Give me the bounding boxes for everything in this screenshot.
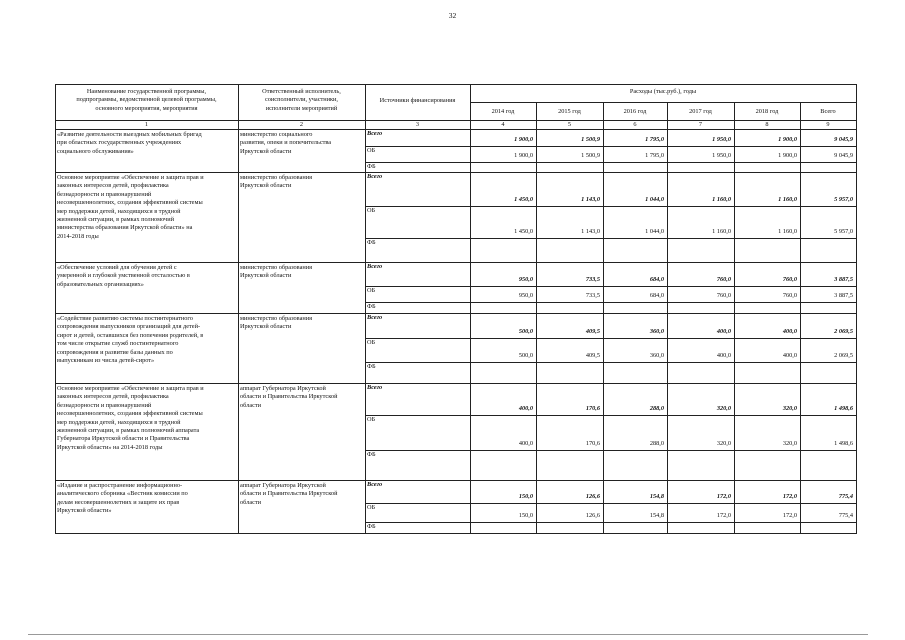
column-number: 7 [698,121,703,128]
source-divider [365,503,856,504]
page-number: 32 [448,11,457,20]
source-divider [365,338,856,339]
ob-value: 9 045,9 [834,152,853,159]
total-value: 1 143,0 [581,196,600,203]
executor-name: министерство образования Иркутской области [240,174,312,190]
source-ob-label: ОБ [367,339,376,346]
source-ob-label: ОБ [367,147,376,154]
ob-value: 1 044,0 [645,228,664,235]
header-year: 2016 год [623,108,647,115]
program-name: Основное мероприятие «Обеспечение и защита прав и законных интересов детей, профилактика безнадзорности и правонарушений несовершеннолетних, создания эффективной системы мер поддержки детей, находящихся в трудной жизненной ситуации, в рамках полномочий аппарата Губернатора Иркутской области и Правительства Иркутской области» на 2014-2018 годы [57,385,204,451]
executor-name: аппарат Губернатора Иркутской области и Правительства Иркутской области [240,385,338,409]
column-divider [365,84,366,534]
total-value: 150,0 [518,493,533,500]
executor-name: министерство социального развития, опеки и попечительства Иркутской области [240,131,332,155]
source-divider [365,146,856,147]
ob-value: 1 498,6 [834,440,853,447]
total-value: 500,0 [518,328,533,335]
ob-value: 409,5 [585,352,600,359]
total-value: 170,6 [585,405,600,412]
source-ob-label: ОБ [367,287,376,294]
ob-value: 760,0 [716,292,731,299]
source-fb-label: ФБ [367,163,376,170]
ob-value: 760,0 [782,292,797,299]
column-divider [667,102,668,534]
source-total-label: Всего [367,173,383,180]
header-sources: Источники финансирования [379,97,456,104]
total-value: 760,0 [782,276,797,283]
column-number: 4 [501,121,505,128]
column-divider [55,84,56,534]
row-divider [55,480,856,481]
column-number: 8 [765,121,769,128]
total-value: 126,6 [585,493,600,500]
total-value: 2 069,5 [834,328,853,335]
source-fb-label: ФБ [367,303,376,310]
total-value: 320,0 [716,405,731,412]
ob-value: 1 160,0 [712,228,731,235]
executor-name: министерство образования Иркутской области [240,315,312,331]
ob-value: 950,0 [518,292,533,299]
ob-value: 2 069,5 [834,352,853,359]
total-value: 320,0 [782,405,797,412]
header-year: Всего [820,108,836,115]
header-expenses: Расходы (тыс.руб.), годы [629,88,697,95]
total-value: 760,0 [716,276,731,283]
ob-value: 400,0 [716,352,731,359]
ob-value: 1 160,0 [778,228,797,235]
total-value: 1 450,0 [514,196,533,203]
total-value: 400,0 [518,405,533,412]
row-divider [55,313,856,314]
row-divider [55,383,856,384]
total-value: 3 887,5 [834,276,853,283]
column-divider [470,84,471,534]
ob-value: 172,0 [716,512,731,519]
source-fb-label: ФБ [367,523,376,530]
ob-value: 5 957,0 [834,228,853,235]
column-divider [536,102,537,534]
column-number: 5 [567,121,572,128]
row-divider [55,533,856,534]
total-value: 684,0 [649,276,664,283]
header-year: 2018 год [755,108,779,115]
source-fb-label: ФБ [367,451,376,458]
total-value: 775,4 [838,493,853,500]
ob-value: 170,6 [585,440,600,447]
ob-value: 172,0 [782,512,797,519]
program-name: Основное мероприятие «Обеспечение и защита прав и законных интересов детей, профилактика безнадзорности и правонарушений несовершеннолетних, создания эффективной системы мер поддержки детей, находящихся в трудной жизненной ситуации, в рамках полномочий министерства образования Иркутской области» на 2014-2018 годы [57,174,204,240]
total-value: 1 795,0 [645,136,664,143]
ob-value: 126,6 [585,512,600,519]
total-value: 172,0 [782,493,797,500]
source-ob-label: ОБ [367,504,376,511]
source-fb-label: ФБ [367,239,376,246]
ob-value: 684,0 [649,292,664,299]
program-name: «Обеспечение условий для обучения детей с умеренной и глубокой умственной отсталостью в образовательных организациях» [57,264,190,288]
source-divider [365,362,856,363]
executor-name: министерство образования Иркутской области [240,264,312,280]
source-total-label: Всего [367,481,383,488]
source-divider [365,522,856,523]
source-fb-label: ФБ [367,363,376,370]
ob-value: 320,0 [782,440,797,447]
ob-value: 1 143,0 [581,228,600,235]
ob-value: 1 950,0 [712,152,731,159]
ob-value: 360,0 [649,352,664,359]
page-edge-line [28,634,868,635]
source-divider [365,286,856,287]
total-value: 1 044,0 [645,196,664,203]
source-total-label: Всего [367,384,383,391]
column-divider [800,102,801,534]
ob-value: 150,0 [518,512,533,519]
ob-value: 1 450,0 [514,228,533,235]
program-name: «Содействие развитию системы постинтернатного сопровождения выпускников организаций для детей- сирот и детей, оставшихся без попечения родителей, в том числе открытие служб постинтернатного сопровождения и развитие базы данных по выпускникам из числа детей-сирот» [57,315,204,365]
total-value: 1 500,9 [581,136,600,143]
ob-value: 500,0 [518,352,533,359]
total-value: 1 900,0 [514,136,533,143]
header-divider [470,102,856,103]
total-value: 1 950,0 [712,136,731,143]
total-value: 9 045,9 [834,136,853,143]
source-total-label: Всего [367,130,383,137]
program-name: «Развитие деятельности выездных мобильных бригад при областных государственных учреждениях социального обслуживания» [57,131,202,155]
ob-value: 400,0 [518,440,533,447]
total-value: 400,0 [716,328,731,335]
column-number: 9 [826,121,830,128]
row-divider [55,262,856,263]
total-value: 1 160,0 [778,196,797,203]
source-ob-label: ОБ [367,207,376,214]
column-number: 6 [633,121,637,128]
source-total-label: Всего [367,263,383,270]
total-value: 950,0 [518,276,533,283]
source-divider [365,238,856,239]
ob-value: 733,5 [585,292,600,299]
header-year: 2014 год [491,108,515,115]
row-divider [55,172,856,173]
total-value: 400,0 [782,328,797,335]
program-name: «Издание и распространение информационно- аналитического сборника «Вестник комиссии по делам несовершеннолетних и защите их прав Иркутской области» [57,482,188,515]
ob-value: 288,0 [649,440,664,447]
source-divider [365,302,856,303]
column-number: 2 [299,121,304,128]
header-year: 2017 год [689,108,712,115]
header-name: Наименование государственной программы, подпрограммы, ведомственной целевой программы, основного мероприятия, мероприятия [76,88,217,112]
ob-value: 1 900,0 [514,152,533,159]
total-value: 1 900,0 [778,136,797,143]
total-value: 1 160,0 [712,196,731,203]
total-value: 1 498,6 [834,405,853,412]
source-total-label: Всего [367,314,383,321]
total-value: 154,8 [649,493,664,500]
ob-value: 400,0 [782,352,797,359]
ob-value: 775,4 [838,512,853,519]
ob-value: 1 500,9 [581,152,600,159]
total-value: 733,5 [585,276,600,283]
source-divider [365,450,856,451]
column-number: 1 [144,121,149,128]
source-ob-label: ОБ [367,416,376,423]
ob-value: 154,8 [649,512,664,519]
column-divider [734,102,735,534]
ob-value: 1 795,0 [645,152,664,159]
column-divider [603,102,604,534]
column-divider [238,84,239,534]
header-executor: Ответственный исполнитель, соисполнители, участники, исполнители мероприятий [262,88,341,112]
table-border-top [55,84,856,85]
total-value: 172,0 [716,493,731,500]
executor-name: аппарат Губернатора Иркутской области и Правительства Иркутской области [240,482,338,506]
header-divider [55,129,856,130]
source-divider [365,415,856,416]
ob-value: 1 900,0 [778,152,797,159]
total-value: 5 957,0 [834,196,853,203]
total-value: 288,0 [649,405,664,412]
ob-value: 3 887,5 [834,292,853,299]
source-divider [365,206,856,207]
header-year: 2015 год [558,108,581,115]
column-number: 3 [415,121,420,128]
total-value: 360,0 [649,328,664,335]
total-value: 409,5 [585,328,600,335]
ob-value: 320,0 [716,440,731,447]
source-divider [365,162,856,163]
column-divider [856,84,857,534]
